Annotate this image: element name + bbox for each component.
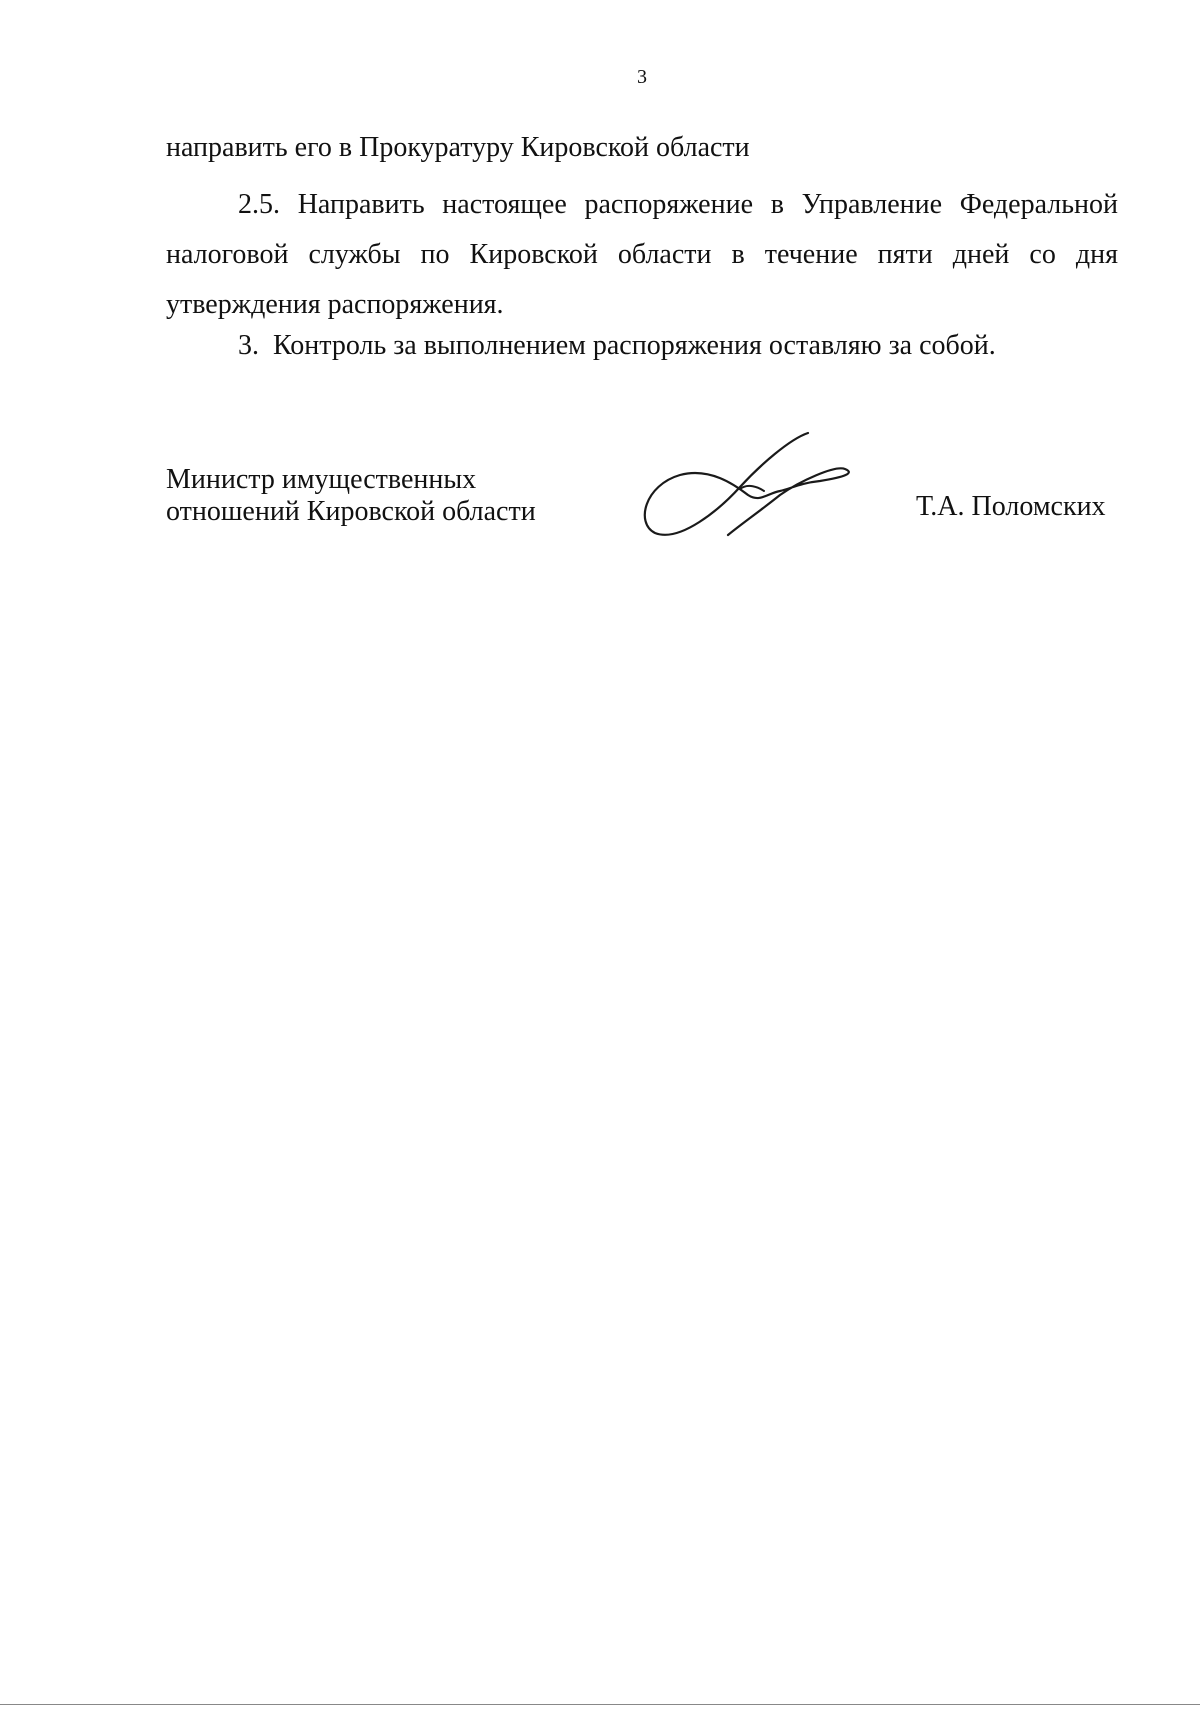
- signatory-position: [166, 464, 536, 528]
- page-number: 3: [637, 66, 647, 88]
- paragraph-3: 3. Контроль за выполнением распоряжения оставляю за собой.: [238, 330, 996, 361]
- paragraph-2-5-line-1: 2.5. Направить настоящее распоряжение в Управление Федеральной: [238, 189, 1118, 220]
- paragraph-2-5: [166, 180, 1118, 330]
- signatory-name: Т.А. Поломских: [916, 491, 1106, 522]
- paragraph-2-5-line-3: утверждения распоряжения.: [166, 289, 504, 320]
- signatory-position-line-1: Министр имущественных: [166, 464, 477, 495]
- handwritten-signature: [640, 425, 890, 540]
- signatory-position-line-2: отношений Кировской области: [166, 496, 536, 527]
- paragraph-2-5-line-2: налоговой службы по Кировской области в течение пяти дней со дня: [166, 239, 1118, 270]
- continuation-line: направить его в Прокуратуру Кировской области: [166, 132, 750, 163]
- scan-bottom-edge: [0, 1704, 1200, 1705]
